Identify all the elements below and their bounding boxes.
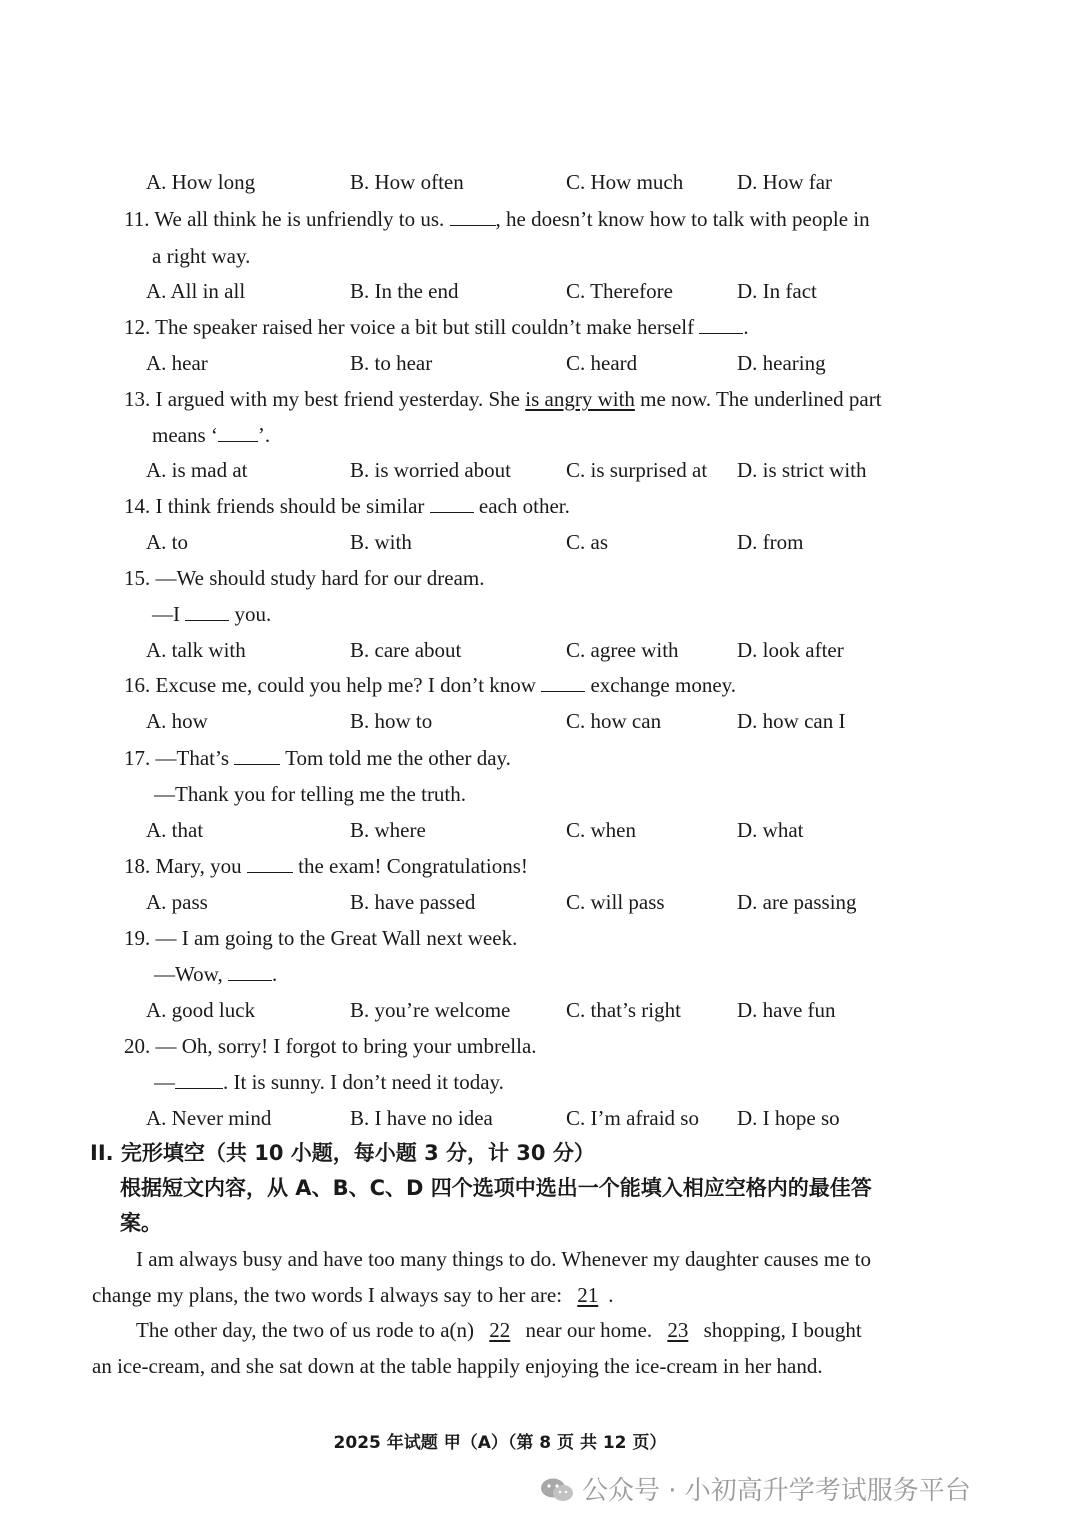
- q20-cont-pre: —: [154, 1070, 175, 1094]
- q15-option-c: C. agree with: [566, 638, 679, 662]
- q16-option-c: C. how can: [566, 709, 662, 733]
- passage-p2-line1-mid: near our home.: [525, 1318, 653, 1342]
- q13-option-b: B. is worried about: [350, 458, 511, 482]
- q20-option-b: B. I have no idea: [350, 1106, 493, 1130]
- q15-cont: [152, 601, 271, 627]
- q17-blank: [234, 746, 280, 765]
- q11-cont: a right way.: [152, 244, 251, 268]
- q17-option-c: C. when: [566, 818, 636, 842]
- passage-p2-line1: [136, 1317, 862, 1343]
- q17-option-a: A. that: [146, 818, 204, 842]
- q17-number: 17.: [124, 746, 151, 770]
- q18-option-d: D. are passing: [737, 890, 857, 914]
- q10-option-b: B. How often: [350, 170, 464, 194]
- q18-blank: [247, 854, 293, 873]
- passage-p2-line2: an ice-cream, and she sat down at the table happily enjoying the ice-cream in her hand.: [92, 1354, 823, 1378]
- q13-number: 13.: [124, 387, 151, 411]
- q12-option-a: A. hear: [146, 351, 208, 375]
- q19-text-pre: — I am going to the Great Wall next week.: [155, 926, 518, 950]
- q15-number: 15.: [124, 566, 151, 590]
- q19-cont-post: .: [271, 962, 278, 986]
- q15-option-d: D. look after: [737, 638, 844, 662]
- q15-text-pre: —We should study hard for our dream.: [155, 566, 485, 590]
- q14-number: 14.: [124, 494, 151, 518]
- q15-cont-post: you.: [234, 602, 272, 626]
- q17-text-pre: —That’s: [155, 746, 229, 770]
- q13-option-d: D. is strict with: [737, 458, 867, 482]
- q14-stem: [124, 493, 570, 519]
- watermark-text: 公众号 · 小初高升学考试服务平台: [582, 1476, 971, 1506]
- q15-blank: [185, 602, 229, 621]
- section-2-title: II. 完形填空（共 10 小题，每小题 3 分，计 30 分）: [90, 1141, 595, 1165]
- q18-text-pre: Mary, you: [155, 854, 242, 878]
- q14-option-b: B. with: [350, 530, 412, 554]
- q18-number: 18.: [124, 854, 151, 878]
- blank-22: 22: [489, 1318, 511, 1342]
- q12-text-pre: The speaker raised her voice a bit but still couldn’t make herself: [155, 315, 695, 339]
- q16-option-a: A. how: [146, 709, 208, 733]
- q19-cont: [154, 961, 277, 987]
- q16-text-post: exchange money.: [590, 673, 737, 697]
- q10-option-d: D. How far: [737, 170, 833, 194]
- passage-p1-line2: [92, 1282, 614, 1308]
- q19-option-b: B. you’re welcome: [350, 998, 511, 1022]
- q19-cont-pre: —Wow,: [154, 962, 223, 986]
- q10-option-a: A. How long: [146, 170, 256, 194]
- q16-text-pre: Excuse me, could you help me? I don’t know: [155, 673, 536, 697]
- q18-option-c: C. will pass: [566, 890, 665, 914]
- q20-cont: [154, 1069, 504, 1095]
- q13-cont-pre: means ‘: [152, 423, 218, 447]
- q16-stem: [124, 672, 736, 698]
- q13-text-post: me now. The underlined part: [640, 387, 882, 411]
- q19-number: 19.: [124, 926, 151, 950]
- q13-cont: [152, 422, 270, 448]
- q17-stem: [124, 745, 511, 771]
- q13-cont-post: ’.: [257, 423, 271, 447]
- passage-p1-line1: I am always busy and have too many things to do. Whenever my daughter causes me to: [136, 1247, 872, 1271]
- q16-blank: [541, 673, 585, 692]
- q12-stem: [124, 314, 749, 340]
- blank-23: 23: [667, 1318, 689, 1342]
- passage-p1-line2-pre: change my plans, the two words I always say to her are:: [92, 1283, 563, 1307]
- q14-text-post: each other.: [478, 494, 570, 518]
- passage-p1-line2-post: .: [608, 1283, 614, 1307]
- page-footer: 2025 年试题 甲（A）（第 8 页 共 12 页）: [333, 1433, 667, 1453]
- q11-option-b: B. In the end: [350, 279, 459, 303]
- q12-option-c: C. heard: [566, 351, 638, 375]
- q19-option-a: A. good luck: [146, 998, 256, 1022]
- q16-number: 16.: [124, 673, 151, 697]
- q12-option-d: D. hearing: [737, 351, 826, 375]
- wechat-icon: [540, 1477, 574, 1503]
- q12-text-post: .: [743, 315, 749, 339]
- q17-cont: —Thank you for telling me the truth.: [154, 782, 467, 806]
- q20-option-d: D. I hope so: [737, 1106, 840, 1130]
- q15-stem: [124, 565, 485, 591]
- q19-option-d: D. have fun: [737, 998, 836, 1022]
- q16-option-d: D. how can I: [737, 709, 846, 733]
- q15-option-b: B. care about: [350, 638, 462, 662]
- q15-cont-pre: —I: [152, 602, 180, 626]
- q14-option-d: D. from: [737, 530, 804, 554]
- q18-option-b: B. have passed: [350, 890, 476, 914]
- q11-stem: [124, 206, 870, 232]
- blank-21: 21: [577, 1283, 599, 1307]
- q13-underlined: is angry with: [525, 387, 635, 411]
- q13-text-pre: I argued with my best friend yesterday. She: [155, 387, 520, 411]
- q18-text-post: the exam! Congratulations!: [298, 854, 528, 878]
- q17-option-b: B. where: [350, 818, 426, 842]
- q20-number: 20.: [124, 1034, 151, 1058]
- q18-option-a: A. pass: [146, 890, 208, 914]
- q14-blank: [430, 494, 474, 513]
- q14-option-c: C. as: [566, 530, 608, 554]
- q12-blank: [699, 315, 743, 334]
- q11-option-d: D. In fact: [737, 279, 817, 303]
- q20-text-pre: — Oh, sorry! I forgot to bring your umbrella.: [155, 1034, 537, 1058]
- q17-option-d: D. what: [737, 818, 804, 842]
- q13-stem: [124, 386, 882, 412]
- q11-text-post: , he doesn’t know how to talk with people in: [495, 207, 870, 231]
- q11-text-pre: We all think he is unfriendly to us.: [154, 207, 445, 231]
- q13-option-a: A. is mad at: [146, 458, 248, 482]
- q13-blank: [218, 423, 258, 442]
- q17-text-post: Tom told me the other day.: [285, 746, 511, 770]
- q14-text-pre: I think friends should be similar: [155, 494, 425, 518]
- q19-blank: [228, 962, 272, 981]
- q11-option-c: C. Therefore: [566, 279, 673, 303]
- q18-stem: [124, 853, 528, 879]
- q20-cont-post: . It is sunny. I don’t need it today.: [223, 1070, 504, 1094]
- q14-option-a: A. to: [146, 530, 188, 554]
- q12-number: 12.: [124, 315, 151, 339]
- q12-option-b: B. to hear: [350, 351, 433, 375]
- q20-option-c: C. I’m afraid so: [566, 1106, 699, 1130]
- section-2-instruction-line2: 案。: [120, 1211, 162, 1235]
- q10-option-c: C. How much: [566, 170, 684, 194]
- q20-blank: [175, 1070, 223, 1089]
- passage-p2-line1-pre: The other day, the two of us rode to a(n): [136, 1318, 475, 1342]
- q11-number: 11.: [124, 207, 150, 231]
- q20-option-a: A. Never mind: [146, 1106, 272, 1130]
- passage-p2-line1-post: shopping, I bought: [703, 1318, 862, 1342]
- q20-stem: [124, 1033, 537, 1059]
- q19-stem: [124, 925, 517, 951]
- q16-option-b: B. how to: [350, 709, 433, 733]
- section-2-instruction-line1: 根据短文内容，从 A、B、C、D 四个选项中选出一个能填入相应空格内的最佳答: [120, 1176, 872, 1200]
- q11-blank: [450, 207, 496, 226]
- watermark: [540, 1470, 971, 1507]
- q19-option-c: C. that’s right: [566, 998, 681, 1022]
- q15-option-a: A. talk with: [146, 638, 246, 662]
- q11-option-a: A. All in all: [146, 279, 246, 303]
- q13-option-c: C. is surprised at: [566, 458, 708, 482]
